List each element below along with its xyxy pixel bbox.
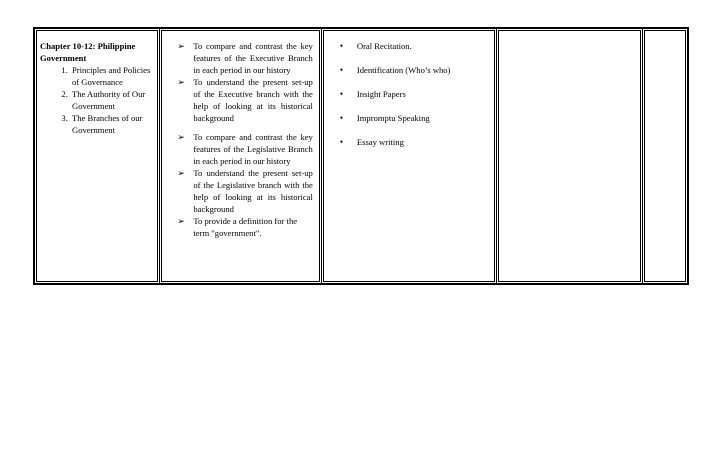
list-item (339, 40, 493, 52)
arrow-bullet-icon: ➢ (177, 77, 185, 87)
lesson-plan-table (34, 28, 688, 284)
activity-text: Insight Papers (356, 89, 406, 99)
activity-text: Impromptu Speaking (356, 113, 430, 123)
arrow-bullet-icon: ➢ (177, 132, 185, 142)
objective-text: To understand the present set-up of the Executive branch with the help of looking at its historical background (193, 77, 313, 123)
list-item (339, 136, 493, 148)
list-item (339, 88, 493, 100)
arrow-bullet-icon: ➢ (177, 41, 185, 51)
list-item (177, 76, 313, 124)
list-item (339, 64, 493, 76)
objectives-cell (160, 29, 321, 284)
list-item (177, 215, 312, 239)
objectives-list-executive (165, 40, 316, 124)
list-item: 2. The Authority of Our Government (70, 88, 155, 112)
objectives-list-legislative (165, 131, 316, 239)
activity-text: Identification (Who’s who) (356, 65, 451, 75)
activity-text: Oral Recitation. (356, 41, 412, 51)
list-item (177, 40, 313, 76)
dot-bullet-icon: • (339, 137, 344, 147)
activities-list (327, 40, 493, 148)
empty-cell (497, 29, 642, 284)
objective-text: To provide a definition for the term "government". (193, 216, 298, 238)
list-item (339, 112, 493, 124)
chapter-title: Chapter 10-12: Philippine Government (40, 41, 136, 63)
topic-cell (35, 29, 160, 284)
objective-text: To compare and contrast the key features of the Legislative Branch in each period in our history (193, 132, 313, 166)
activities-cell (321, 29, 497, 284)
activity-text: Essay writing (356, 137, 404, 147)
objective-text: To understand the present set-up of the Legislative branch with the help of looking at its historical background (193, 168, 313, 214)
objective-text: To compare and contrast the key features of the Executive Branch in each period in our history (193, 41, 313, 75)
table-row (35, 29, 688, 284)
dot-bullet-icon: • (339, 89, 344, 99)
empty-cell (642, 29, 687, 284)
dot-bullet-icon: • (339, 113, 344, 123)
topic-list (40, 64, 155, 136)
dot-bullet-icon: • (339, 65, 344, 75)
list-item (177, 167, 313, 215)
list-item: 3. The Branches of our Government (70, 112, 155, 136)
list-item (177, 131, 313, 167)
arrow-bullet-icon: ➢ (177, 168, 185, 178)
arrow-bullet-icon: ➢ (177, 216, 185, 226)
list-item: 1. Principles and Policies of Governance (70, 64, 155, 88)
dot-bullet-icon: • (339, 41, 344, 51)
